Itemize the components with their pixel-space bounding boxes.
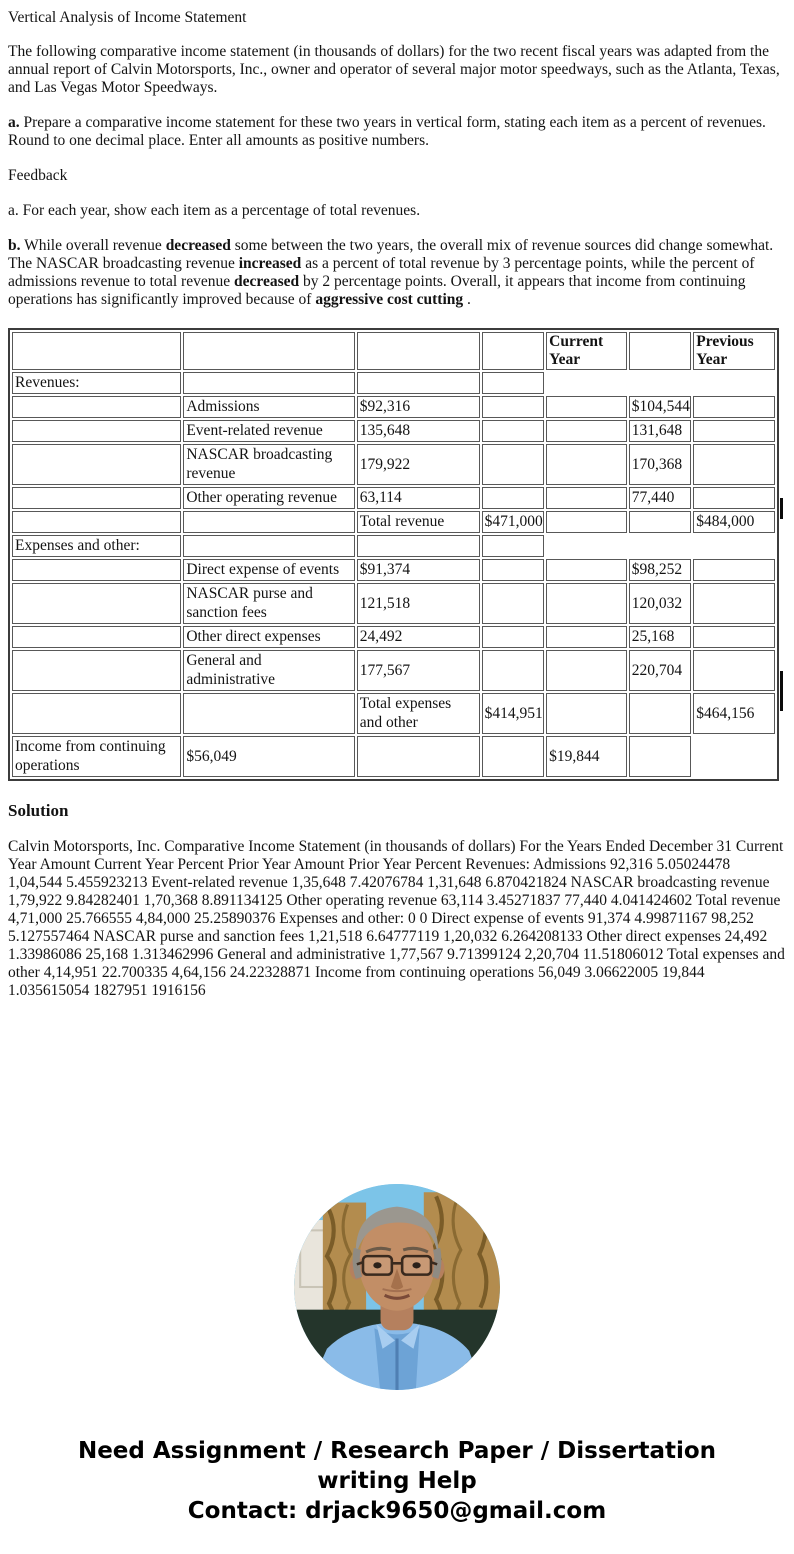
- table-cell: [482, 332, 544, 371]
- table-row: [12, 332, 775, 371]
- table-row: [12, 444, 775, 485]
- table-cell: $19,844: [546, 736, 627, 777]
- feedback-b-text: some between the two years, the overall mix of revenue sources did change somewhat. The NASCAR broadcasting revenue: [8, 236, 774, 272]
- table-row: [12, 736, 775, 777]
- table-row: [12, 650, 775, 691]
- table-cell: $56,049: [183, 736, 354, 777]
- table-cell: NASCAR purse and sanction fees: [183, 583, 354, 624]
- table-cell: $464,156: [693, 693, 775, 734]
- table-cell: 220,704: [629, 650, 691, 691]
- table-cell: [357, 535, 480, 557]
- table-cell: $484,000: [693, 511, 775, 533]
- table-cell: 135,648: [357, 420, 480, 442]
- feedback-b-bold: increased: [238, 254, 302, 272]
- table-cell: [12, 444, 181, 485]
- table-cell: [482, 444, 544, 485]
- income-statement-table: [8, 328, 779, 782]
- row-label-expenses: Expenses and other:: [12, 535, 181, 557]
- table-cell: 24,492: [357, 626, 480, 648]
- table-row: [12, 559, 775, 581]
- feedback-b-text: as a percent of total revenue by 3 percentage points, while the percent of admissions revenue to total revenue: [8, 254, 755, 290]
- header-previous-year: Previous Year: [693, 332, 775, 371]
- table-cell: Other direct expenses: [183, 626, 354, 648]
- table-cell: [546, 650, 627, 691]
- table-cell: $414,951: [482, 693, 544, 734]
- feedback-b-bold: aggressive cost cutting: [315, 290, 464, 308]
- table-cell: [12, 583, 181, 624]
- table-cell: [482, 559, 544, 581]
- table-cell: [183, 693, 354, 734]
- table-cell: Admissions: [183, 396, 354, 418]
- table-cell: [183, 332, 354, 371]
- table-cell: Other operating revenue: [183, 487, 354, 509]
- table-cell: [12, 693, 181, 734]
- table-cell: [629, 332, 691, 371]
- table-row: [12, 693, 775, 734]
- table-cell: Direct expense of events: [183, 559, 354, 581]
- header-current-year: Current Year: [546, 332, 627, 371]
- table-cell: [357, 372, 480, 394]
- feedback-b-bold: decreased: [165, 236, 231, 254]
- tutor-photo: [294, 1184, 500, 1390]
- table-cell: [12, 487, 181, 509]
- table-cell: [629, 736, 691, 777]
- feedback-b-label: b.: [8, 236, 21, 254]
- table-cell: 170,368: [629, 444, 691, 485]
- table-cell: [693, 583, 775, 624]
- person-avatar-illustration: [294, 1184, 500, 1390]
- table-cell: [183, 511, 354, 533]
- table-cell: [546, 559, 627, 581]
- table-cell: [546, 583, 627, 624]
- banner-contact-email: Contact: drjack9650@gmail.com: [187, 1497, 607, 1524]
- banner-line: Need Assignment / Research Paper / Dissertation: [77, 1437, 717, 1464]
- table-row: [12, 626, 775, 648]
- table-cell: $98,252: [629, 559, 691, 581]
- table-cell: [482, 583, 544, 624]
- table-cell: [357, 736, 480, 777]
- table-cell: [546, 511, 627, 533]
- table-cell: [12, 420, 181, 442]
- table-cell: Total revenue: [357, 511, 480, 533]
- table-cell: [693, 487, 775, 509]
- feedback-b-bold: decreased: [233, 272, 300, 290]
- table-cell: [693, 559, 775, 581]
- feedback-b-text: .: [463, 290, 471, 308]
- solution-heading: Solution: [8, 801, 69, 821]
- table-row: [12, 583, 775, 624]
- table-cell: 25,168: [629, 626, 691, 648]
- table-cell: [546, 487, 627, 509]
- table-cell: [12, 559, 181, 581]
- table-cell: $91,374: [357, 559, 480, 581]
- table-cell: [546, 396, 627, 418]
- table-cell: 120,032: [629, 583, 691, 624]
- table-cell: $92,316: [357, 396, 480, 418]
- table-cell: [482, 650, 544, 691]
- table-cell: [482, 420, 544, 442]
- table-cell: [482, 487, 544, 509]
- table-cell: [693, 626, 775, 648]
- table-cell: 63,114: [357, 487, 480, 509]
- table-cell: [12, 332, 181, 371]
- table-cell: [482, 372, 544, 394]
- intro-paragraph: The following comparative income statement (in thousands of dollars) for the two recent fiscal years was adapted from the annual report of Calvin Motorsports, Inc., owner and operator of several major motor speedways, such as the Atlanta, Texas, and Las Vegas Motor Speedways.: [8, 42, 780, 96]
- table-row: [12, 396, 775, 418]
- table-cell: NASCAR broadcasting revenue: [183, 444, 354, 485]
- table-cell: [12, 511, 181, 533]
- table-cell: 131,648: [629, 420, 691, 442]
- table-cell: [482, 535, 544, 557]
- table-cell: [629, 511, 691, 533]
- feedback-b-paragraph: [8, 237, 786, 309]
- table-cell: [12, 396, 181, 418]
- table-cell: [629, 693, 691, 734]
- contact-banner: [8, 1436, 786, 1526]
- table-cell: [482, 626, 544, 648]
- row-label-income-from-continuing-operations: Income from continuing operations: [12, 736, 181, 777]
- solution-paragraph: Calvin Motorsports, Inc. Comparative Income Statement (in thousands of dollars) For the Years Ended December 31 Current Year Amount Current Year Percent Prior Year Amount Prior Year Percent Revenues: Admissions 92,316 5.05024478 1,04,544 5.455923213 Event-related revenue 1,35,648 7.42076784 1,31,648 6.870421824 NASCAR broadcasting revenue 1,79,922 9.84282401 1,70,368 8.891134125 Other operating revenue 63,114 3.45271837 77,440 4.041424602 Total revenue 4,71,000 25.766555 4,84,000 25.25890376 Expenses and other: 0 0 Direct expense of events 91,374 4.99871167 98,252 5.127557464 NASCAR purse and sanction fees 1,21,518 6.64777119 1,20,032 6.264208133 Other direct expenses 24,492 1.33986086 25,168 1.313462996 General and administrative 1,77,567 9.71399124 2,20,704 11.51806012 Total expenses and other 4,14,951 22.700335 4,64,156 24.22328871 Income from continuing operations 56,049 3.06622005 19,844 1.035615054 1827951 1916156: [8, 837, 785, 999]
- table-cell: [482, 396, 544, 418]
- table-cell: [183, 372, 354, 394]
- table-row: [12, 420, 775, 442]
- table-cell: 179,922: [357, 444, 480, 485]
- table-cell: [693, 420, 775, 442]
- table-cell: [546, 420, 627, 442]
- table-cell: [482, 736, 544, 777]
- banner-line: writing Help: [317, 1467, 477, 1494]
- table-cell: General and administrative: [183, 650, 354, 691]
- table-cell: [357, 332, 480, 371]
- text-cursor: [780, 671, 783, 711]
- table-cell: [693, 650, 775, 691]
- task-a-label: a.: [8, 113, 20, 131]
- table-cell: $471,000: [482, 511, 544, 533]
- page-title: Vertical Analysis of Income Statement: [8, 9, 247, 26]
- table-cell: [183, 535, 354, 557]
- table-cell: [546, 626, 627, 648]
- table-cell: 177,567: [357, 650, 480, 691]
- table-cell: [546, 693, 627, 734]
- table-row: [12, 535, 775, 557]
- feedback-b-text: While overall revenue: [20, 236, 166, 254]
- table-row: [12, 487, 775, 509]
- table-cell: [12, 650, 181, 691]
- table-cell: [693, 444, 775, 485]
- table-cell: 77,440: [629, 487, 691, 509]
- income-statement-table-wrap: [8, 328, 786, 782]
- feedback-a-paragraph: a. For each year, show each item as a percentage of total revenues.: [8, 201, 421, 219]
- table-row: [12, 511, 775, 533]
- table-cell: $104,544: [629, 396, 691, 418]
- text-cursor: [780, 498, 783, 519]
- table-cell: [546, 444, 627, 485]
- table-cell: Event-related revenue: [183, 420, 354, 442]
- table-cell: [693, 396, 775, 418]
- table-cell: Total expenses and other: [357, 693, 480, 734]
- feedback-b-text: by 2 percentage points. Overall, it appears that income from continuing operations has significantly improved because of: [8, 272, 746, 308]
- table-cell: 121,518: [357, 583, 480, 624]
- table-cell: [12, 626, 181, 648]
- feedback-heading: Feedback: [8, 166, 68, 184]
- row-label-revenues: Revenues:: [12, 372, 181, 394]
- table-row: [12, 372, 775, 394]
- task-a-paragraph: [8, 114, 786, 150]
- task-a-text: Prepare a comparative income statement for these two years in vertical form, stating each item as a percent of revenues. Round to one decimal place. Enter all amounts as positive numbers.: [8, 113, 766, 149]
